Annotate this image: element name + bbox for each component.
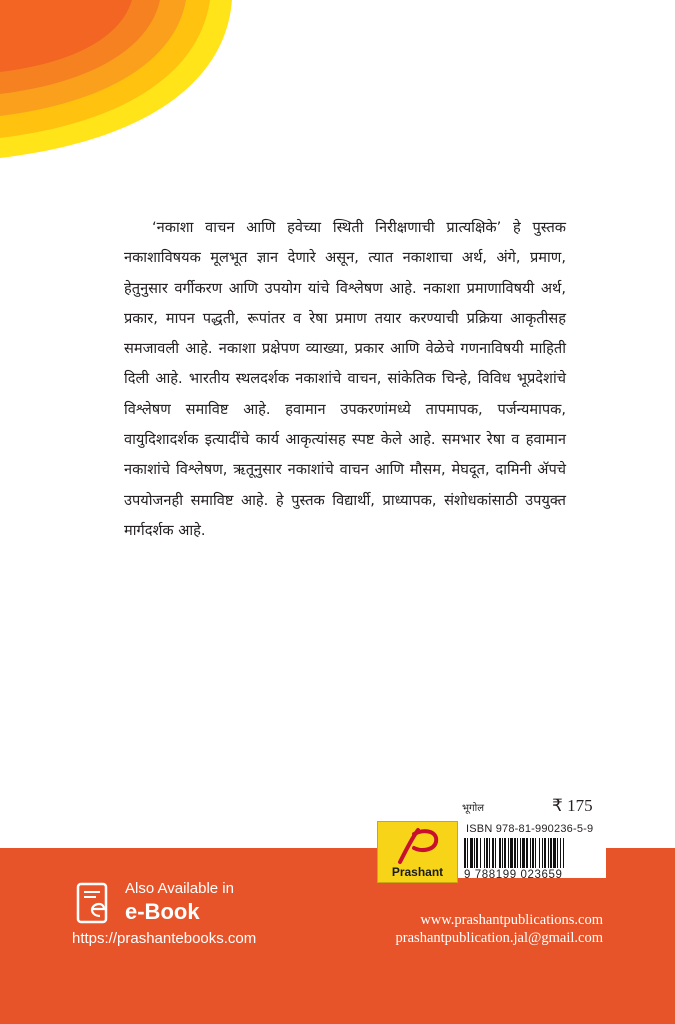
barcode-bar [504,838,506,868]
barcode-bar [544,838,546,868]
barcode-bar [467,838,468,868]
barcode-bar [520,838,521,868]
category-label: भूगोल [462,803,485,814]
publisher-email[interactable]: prashantpublication.jal@gmail.com [395,930,603,946]
barcode-bar [517,838,518,868]
barcode-digits: 9 788199 023659 [464,869,563,881]
barcode [464,838,602,868]
barcode-bar [489,838,490,868]
barcode-bar [510,838,513,868]
barcode-bar [542,838,543,868]
barcode-bar [539,838,540,868]
barcode-bar [550,838,552,868]
barcode-bar [548,838,549,868]
publisher-name: Prashant [391,865,444,879]
barcode-bar [464,838,466,868]
barcode-bar [486,838,488,868]
barcode-bar [484,838,485,868]
barcode-bar [557,838,558,868]
barcode-bar [522,838,525,868]
barcode-bar [499,838,501,868]
ebook-icon [72,882,112,926]
barcode-bar [530,838,531,868]
ebook-url[interactable]: https://prashantebooks.com [72,930,257,947]
ebook-availability-label: Also Available in [125,880,234,897]
barcode-bar [553,838,556,868]
barcode-bar [563,838,564,868]
barcode-bar [476,838,478,868]
barcode-bar [526,838,528,868]
barcode-bar [502,838,503,868]
ebook-label: e-Book [125,899,200,924]
barcode-bar [532,838,534,868]
barcode-bar [480,838,481,868]
book-description: ‘नकाशा वाचन आणि हवेच्या स्थिती निरीक्षणाची प्रात्यक्षिके’ हे पुस्तक नकाशाविषयक मूलभूत ज्ञान देणारे असून, त्यात नकाशाचा अर्थ, अंगे, प्रमाण, हेतुनुसार वर्गीकरण आणि उपयोग यांचे विश्लेषण आहे. नकाशा प्रमाणाविषयी अर्थ, प्रकार, मापन पद्धती, रूपांतर व रेषा प्रमाण तयार करण्याची प्रक्रिया आकृतीसह समजावली आहे. नकाशा प्रक्षेपण व्याख्या, प्रकार आणि वेळेचे गणनाविषयी माहिती दिली आहे. भारतीय स्थलदर्शक नकाशांचे वाचन, सांकेतिक चिन्हे, विविध भूप्रदेशांचे विश्लेषण समाविष्ट आहे. हवामान उपकरणांमध्ये तापमापक, पर्जन्यमापक, वायुदिशादर्शक इत्यादींचे कार्य आकृत्यांसह स्पष्ट केले आहे. समभार रेषा व हवामान नकाशांचे विश्लेषण, ऋतूनुसार नकाशांचे वाचन आणि मौसम, मेघदूत, दामिनी ॲपचे उपयोजनही समाविष्ट आहे. हे पुस्तक विद्यार्थी, प्राध्यापक, संशोधकांसाठी उपयुक्त मार्गदर्शक आहे. [124,219,566,539]
barcode-bar [514,838,516,868]
logo-letter: P [394,864,395,865]
publisher-logo-mark [392,826,444,866]
corner-decoration [0,0,240,170]
publisher-logo [377,821,458,883]
barcode-bar [560,838,561,868]
price-label: ₹ 175 [552,796,593,815]
barcode-bar [508,838,509,868]
barcode-bar [492,838,494,868]
publisher-website[interactable]: www.prashantpublications.com [420,912,603,928]
barcode-bar [470,838,473,868]
barcode-bar [474,838,475,868]
barcode-bar [495,838,496,868]
isbn-label: ISBN 978-81-990236-5-9 [466,823,594,835]
barcode-bar [535,838,536,868]
